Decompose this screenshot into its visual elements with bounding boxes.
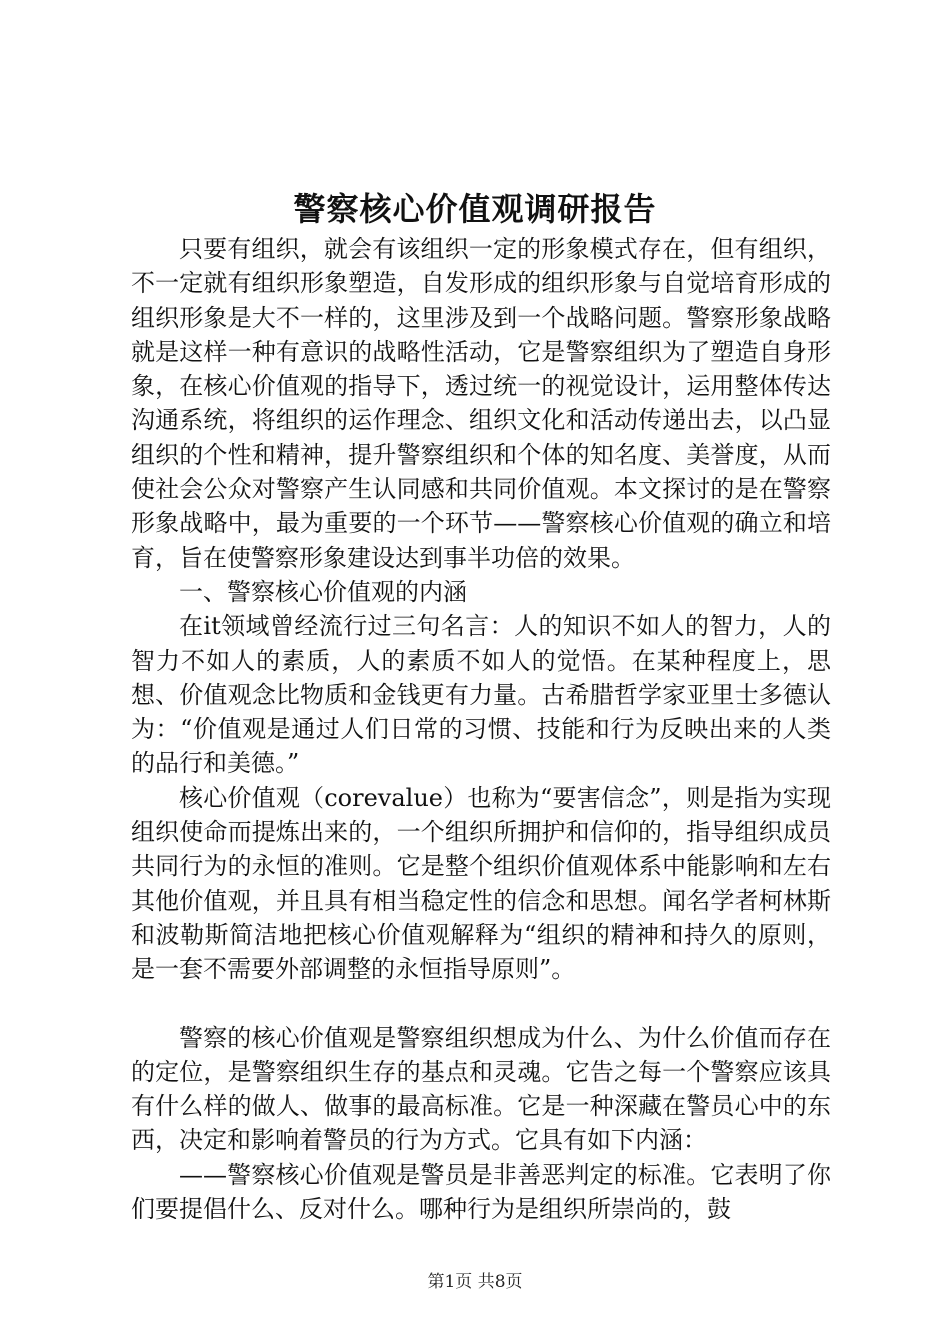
document-title: 警察核心价值观调研报告 [293,190,657,228]
paragraph-core-value-definition: 核心价值观（corevalue）也称为“要害信念”，则是指为实现组织使命而提炼出来的，一个组织所拥护和信仰的，指导组织成员共同行为的永恒的准则。它是整个组织价值观体系中能影响和左右其他价值观，并且具有相当稳定性的信念和思想。闻名学者柯林斯和波勒斯简洁地把核心价值观解释为“组织的精神和持久的原则，是一套不需要外部调整的永恒指导原则”。 [131,783,831,984]
section-heading: 一、警察核心价值观的内涵 [179,577,467,606]
page-footer [0,1270,950,1294]
page-number: 第1页 [427,1272,473,1292]
document-body [131,232,831,1226]
paragraph-it-quotes: 在it领域曾经流行过三句名言：人的知识不如人的智力，人的智力不如人的素质，人的素质不如人的觉悟。在某种程度上，思想、价值观念比物质和金钱更有力量。古希腊哲学家亚里士多德认为：“价值观是通过人们日常的习惯、技能和行为反映出来的人类的品行和美德。” [131,612,831,778]
paragraph-intro: 只要有组织，就会有该组织一定的形象模式存在，但有组织，不一定就有组织形象塑造，自发形成的组织形象与自觉培育形成的组织形象是大不一样的，这里涉及到一个战略问题。警察形象战略就是这样一种有意识的战略性活动，它是警察组织为了塑造自身形象，在核心价值观的指导下，透过统一的视觉设计，运用整体传达沟通系统，将组织的运作理念、组织文化和活动传递出去，以凸显组织的个性和精神，提升警察组织和个体的知名度、美誉度，从而使社会公众对警察产生认同感和共同价值观。本文探讨的是在警察形象战略中，最为重要的一个环节——警察核心价值观的确立和培育，旨在使警察形象建设达到事半功倍的效果。 [131,235,831,572]
paragraph-police-core-value: 警察的核心价值观是警察组织想成为什么、为什么价值而存在的定位，是警察组织生存的基点和灵魂。它告之每一个警察应该具有什么样的做人、做事的最高标准。它是一种深藏在警员心中的东西，决定和影响着警员的行为方式。它具有如下内涵： [131,1023,831,1155]
paragraph-spacer [131,987,831,1021]
page-total: 共8页 [477,1272,523,1292]
paragraph-standard: ——警察核心价值观是警员是非善恶判定的标准。它表明了你们要提倡什么、反对什么。哪种行为是组织所崇尚的，鼓 [131,1160,831,1224]
